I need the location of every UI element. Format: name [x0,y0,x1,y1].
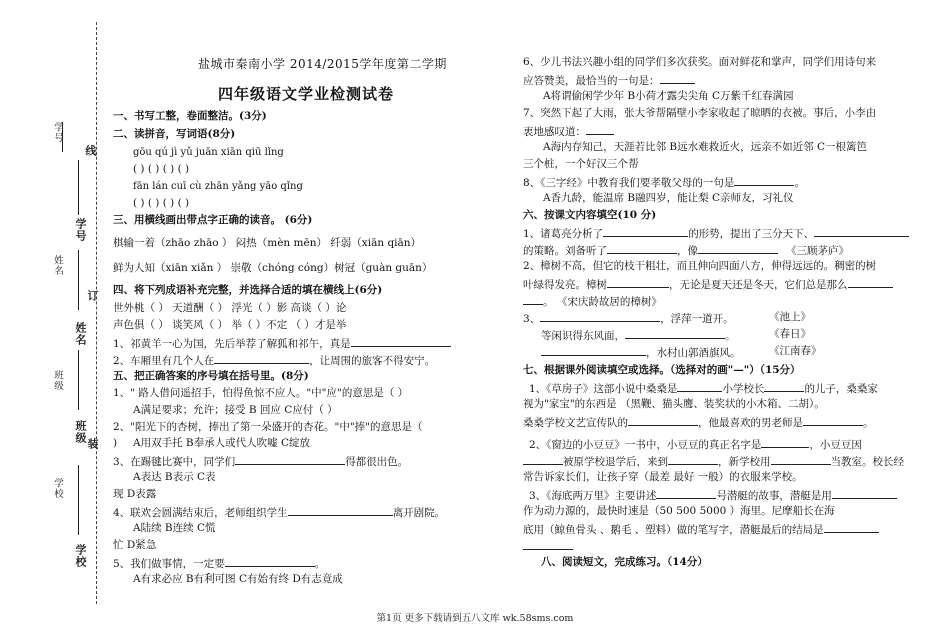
school-line: 盐城市秦南小学 2014/2015学年度第二学期 [198,57,447,71]
reading-3-text: 3、《海底两万里》主要讲述 [529,490,657,502]
mc-q3 [113,454,408,469]
section-2: 二、读拼音，写词语(8分) [113,128,236,140]
pronunciation-row-2[interactable]: 鲜为人知（xiān xiǎn ） 崇敬（chóng cóng）树冠（guàn guān） [113,262,433,274]
reading-3-blank-d[interactable] [523,539,573,550]
fill-2-end [523,294,662,309]
reading-2-cont [523,454,904,469]
reading-3-cont[interactable]: 作为动力源的，最快时速是（50 500 5000 ）海里。尼摩船长在海 [523,505,835,517]
reading-1-cont-2 [523,415,874,430]
idiom-sentence-1 [113,336,451,351]
mc-q3-text: 3、在踢毽比赛中，同学们 [113,456,236,468]
fill-2-source: 。 《宋庆龄故居的樟树》 [543,296,662,308]
fill-3-line-3 [541,345,741,360]
section-8: 八、阅读短文，完成练习。（14分） [541,556,708,568]
q8 [523,175,805,190]
mc-q3-end: 得都很出色。 [345,456,409,468]
fill-3-blank-b[interactable] [625,328,725,339]
section-1: 一、书写工整，卷面整洁。(3分) [113,110,267,122]
reading-1-end: 的儿子，桑桑家 [804,383,878,395]
fill-1-cont [523,243,849,258]
fill-2-cont-mid: ，无论是夏天还是冬天，它们总是那么 [669,279,848,291]
idiom-sentence-2 [113,353,435,368]
idiom-blank-1[interactable] [351,336,451,347]
mc-q3-options[interactable]: A表达 B表示 C表 [133,471,216,483]
reading-1-cont-2-text: 桑桑学校文艺宣传队的 [523,417,628,429]
q6-options[interactable]: A将谓偷闲学少年 B小荷才露尖尖角 C万紫千红春满园 [543,90,794,102]
mc-q4-options-cont[interactable]: 忙 D紧急 [113,539,157,551]
margin-label-xuexiao-1: 学校 [52,478,63,499]
section-7: 七、根据课外阅读填空或选择。（选择对的画"—"）（15分） [523,364,801,376]
reading-3-blank-b[interactable] [832,488,897,499]
reading-2-end: ，小豆豆因 [809,439,862,451]
fill-1-mid: 的形势，提出了三分天下、 [688,228,815,240]
q8-options[interactable]: A香九龄，能温席 B融四岁，能让梨 C亲师友，习礼仪 [543,192,794,204]
reading-1-blank-b[interactable] [764,381,804,392]
reading-3-cont-3 [523,539,573,554]
mc-q2: 2、"阳光下的杏树，捧出了第一朵盛开的杏花。"中"捧"的意思是（ [113,421,423,433]
idiom-blank-2[interactable] [214,353,309,364]
mc-q5-end: 。 [314,558,326,570]
page-footer: 第1页 更多下载请到五八文库 wk.58sms.com [376,613,574,624]
reading-3-cont-2 [523,522,879,537]
fill-3-mid: ，浮萍一道开。 [660,313,734,325]
reading-3-blank-c[interactable] [824,522,879,533]
fill-1-blank-c[interactable] [607,243,677,254]
reading-1-cont-2-mid: ，他最喜欢的男老师是 [698,417,803,429]
fill-1 [523,226,909,241]
fill-2-blank-a[interactable] [607,277,669,288]
fill-1-blank-b[interactable] [814,226,909,237]
reading-3-mid: 号潜艇的故事，潜艇是用 [716,490,832,502]
section-6: 六、按课文内容填空(10 分) [523,209,657,221]
margin-line-4 [78,465,79,535]
idiom-row-2[interactable]: 声色俱（ ） 谈笑风（ ） 举（ ）不定 （ ）才是举 [113,319,347,331]
fill-3-source-2: 《春日》 [769,328,811,340]
margin-label-xingming-1: 姓名 [52,255,63,276]
margin-label-ding: 订 [86,290,99,302]
margin-label-xuehao-2: 学号 [74,218,87,242]
q8-end: 。 [794,177,805,189]
fill-3-blank-a[interactable] [540,311,660,322]
fill-2-blank-c[interactable] [523,294,543,305]
idiom-sentence-1-text: 1、祁黄羊一心为国，先后举荐了解狐和祁午，真是 [113,338,351,350]
reading-3 [529,488,897,503]
pinyin-row-2: fān lán cuī cù zhān yǎng yāo qǐng [133,181,303,192]
q7-blank[interactable] [586,124,614,135]
mc-q5 [113,556,325,571]
idiom-sentence-2-end: ，让周围的旅客不得安宁。 [309,355,436,367]
fill-1-source: 《三顾茅庐》 [786,245,849,257]
margin-label-xuehao-1: 学号 [52,122,63,143]
fill-2-cont [523,277,893,292]
reading-2 [529,437,862,452]
fill-3-source-1: 《池上》 [769,311,811,323]
q7-options[interactable]: A海内存知己，天涯若比邻 B远水难救近火，远亲不如近邻 C一根篱笆 [543,141,868,153]
section-4: 四、将下列成语补充完整，并选择合适的填在横线上(6分) [113,284,383,296]
q6-cont [523,73,695,88]
margin-label-zhuang: 装 [86,438,99,450]
reading-1-blank-a[interactable] [677,381,722,392]
answer-row-2[interactable]: ( ) ( ) ( ) ( ) [133,197,190,209]
pronunciation-row-1[interactable]: 棋输一着（zhāo zhāo ） 闷热（mèn mēn） 纤弱（xiān qiān） [113,237,422,249]
binding-dashed-line [96,22,97,604]
fill-3-line-3-text: ，水村山郭酒旗风。 [646,347,741,359]
fill-1-blank-a[interactable] [603,226,688,237]
reading-1-blank-c[interactable] [628,415,698,426]
fill-1-cont-mid: ，像 [677,245,698,257]
fill-3-line-2 [541,328,736,343]
mc-q5-blank[interactable] [225,556,315,567]
reading-3-cont-2-text: 底用（鲸鱼骨头 、鹅毛 、塑料）做的笔写字，潜艇最后的结局是 [523,524,824,536]
reading-2-cont-2[interactable]: 常告诉家长们，让孩子穿（最差 最好 一般）的衣服来学校。 [523,471,803,483]
margin-label-xian: 线 [84,145,97,157]
mc-q4-end: 离开剧院。 [392,507,446,519]
mc-q3-blank[interactable] [235,454,345,465]
q7-cont [523,124,614,139]
reading-2-blank-d[interactable] [771,454,831,465]
q6-cont-text: 应答赞美，最恰当的一句是： [523,75,660,87]
margin-line-2 [78,250,79,310]
mc-q5-options[interactable]: A有求必应 B有利可图 C有始有终 D有志竟成 [133,573,343,585]
mc-q1: 1、" 路人借问遥招手，怕得鱼惊不应人。"中"应"的意思是（ ） [113,387,409,399]
mc-q4-blank[interactable] [288,505,393,516]
mc-q2-options[interactable]: A用双手托 B奉承人或代人吹嘘 C绽放 [133,437,311,449]
margin-label-xingming-2: 姓名 [74,322,87,346]
idiom-sentence-2-text: 2、车厢里有几个人在 [113,355,215,367]
margin-line-3 [78,350,79,410]
fill-1-blank-d[interactable] [698,243,778,254]
margin-label-banji-1: 班级 [52,370,63,391]
fill-2-blank-b[interactable] [848,277,893,288]
mc-q1-options[interactable]: A满足要求；允许；接受 B 回应 C应付（ ） [133,404,338,416]
idiom-row-1[interactable]: 世外桃（ ） 天道酬（ ） 浮光（ ）影 高谈（ ）论 [113,302,347,314]
reading-1-cont-2-end: 。 [863,417,874,429]
reading-1 [529,381,878,396]
mc-q4 [113,505,445,520]
reading-2-blank-c[interactable] [668,454,718,465]
q6-blank[interactable] [660,73,695,84]
reading-2-cont-end: 当教室。校长经 [830,456,904,468]
fill-3 [523,311,734,326]
fill-3-text: 3、 [523,313,541,325]
reading-1-mid: 小学校长 [722,383,765,395]
fill-3-blank-c[interactable] [541,345,646,356]
answer-row-1[interactable]: ( ) ( ) ( ) ( ) [133,163,190,175]
margin-line-1 [78,160,79,215]
reading-1-cont[interactable]: 视为"家宝"的东西是 （黑鞭、猫头鹰、装奖状的小木箱、二胡）。 [523,398,825,410]
fill-2-cont-text: 叶绿得发亮。樟树 [523,279,607,291]
mc-q2-paren[interactable]: ) [113,437,118,449]
pinyin-row-1: gōu qú jì yǔ juān xiān qiū lǐng [133,147,284,158]
mc-q3-options-cont[interactable]: 现 D表露 [113,488,157,500]
margin-label-xuexiao-2: 学校 [74,544,87,568]
q8-blank[interactable] [734,175,794,186]
reading-3-blank-a[interactable] [656,488,716,499]
fill-1-text: 1、诸葛亮分析了 [523,228,604,240]
fill-2: 2、樟树不高，但它的枝干粗壮，而且伸向四面八方，伸得远远的。稠密的树 [523,260,877,272]
fill-3-line-2-text: 等闲识得东风面， [541,330,625,342]
q8-text: 8、《三字经》中教育我们要孝敬父母的一句是 [523,177,735,189]
q7-options-cont[interactable]: 三个桩，一个好汉三个帮 [523,158,639,170]
mc-q4-options[interactable]: A陆续 B连续 C慌 [133,522,216,534]
section-3: 三、用横线画出带点字正确的读音。 (6分) [113,214,313,226]
q7-cont-text: 衷地感叹道： [523,126,586,138]
reading-1-text: 1、《草房子》这部小说中桑桑是 [529,383,678,395]
exam-title: 四年级语文学业检测试卷 [218,85,395,103]
section-5: 五、把正确答案的序号填在括号里。(8分) [113,370,309,382]
q6: 6、少儿书法兴趣小组的同学们多次获奖。面对鲜花和掌声，同学们用诗句来 [523,56,877,68]
margin-label-banji-2: 班级 [74,420,87,444]
fill-1-cont-text: 的策略。刘备听了 [523,245,607,257]
reading-1-blank-d[interactable] [803,415,863,426]
reading-2-cont-mid: ，新学校用 [718,456,771,468]
mc-q5-text: 5、我们做事情，一定要 [113,558,225,570]
reading-2-blank-b[interactable] [523,454,563,465]
margin-blank-xuehao[interactable] [62,122,63,152]
q7: 7、突然下起了大雨，张大爷帮隔壁小李家收起了晾晒的衣被。事后，小李由 [523,107,877,119]
mc-q4-text: 4、联欢会圆满结束后，老师组织学生 [113,507,288,519]
fill-3-line-2-end: 。 [725,330,736,342]
reading-2-cont-text: 被原学校退学后，来到 [563,456,668,468]
reading-2-blank-a[interactable] [761,437,809,448]
fill-3-source-3: 《江南春》 [769,345,822,357]
reading-2-text: 2、《窗边的小豆豆》一书中，小豆豆的真正名字是 [529,439,762,451]
